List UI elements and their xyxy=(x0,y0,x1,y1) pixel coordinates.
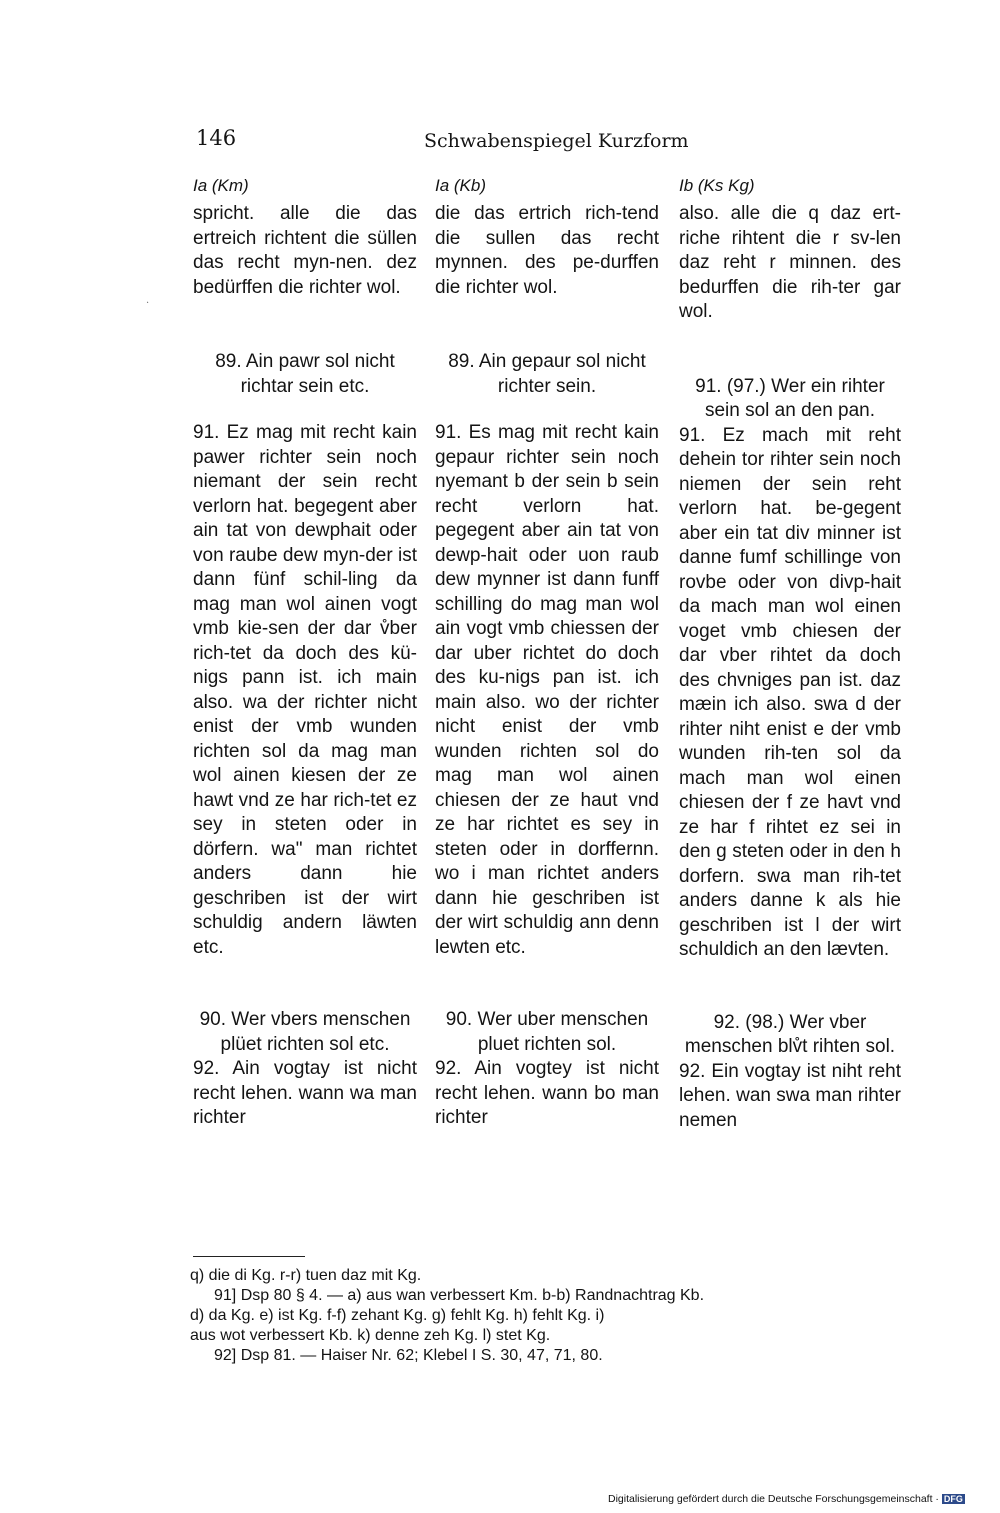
footnote-line: 92] Dsp 81. — Haiser Nr. 62; Klebel I S. 30, 47, 71, 80. xyxy=(214,1347,603,1364)
footnote-line: aus wot verbessert Kb. k) denne zeh Kg. l) stet Kg. xyxy=(190,1327,551,1344)
intro-text: spricht. alle die das ertreich richtent die süllen das recht myn-nen. dez bedürffen die richter wol. xyxy=(193,203,417,298)
paragraph-91: 91. Es mag mit recht kain gepaur richter sein noch nyemant b der sein b sein recht verlorn hat. pegegent aber ain tat von dewp-hait oder uon raub dew mynner ist dann funff schilling do mag man wol ain vogt vmb chiessen der dar uber richtet do doch des ku-nigs pan ist. ich main also. wo der richter nicht enist der vmb wunden richten sol do mag man wol ainen chiesen der ze haut vnd ze har richtet es sey in steten oder in dorffernn. wo i man richtet anders dann hie geschriben ist der wirt schuldig ann denn lewten etc. xyxy=(435,422,659,958)
column-ib-ks-kg xyxy=(679,174,901,1133)
digitization-credit xyxy=(608,1493,965,1505)
intro-text: die das ertrich rich-tend die sullen das recht mynnen. des pe-durffen die richter wol. xyxy=(435,203,659,298)
credit-text: Digitalisierung gefördert durch die Deutsche Forschungsgemeinschaft · xyxy=(608,1493,939,1505)
running-title: Schwabenspiegel Kurzform xyxy=(424,130,689,152)
section-heading-90: 90. Wer vbers menschen plüet richten sol etc. xyxy=(199,1009,411,1055)
column-siglum: Ia (Kb) xyxy=(435,176,487,195)
column-ia-kb xyxy=(435,174,659,1131)
intro-text: also. alle die q daz ert-riche rihtent die r sv-len daz reht r minnen. des bedurffen die rih-ter gar wol. xyxy=(679,203,901,322)
footnote-line: q) die di Kg. r-r) tuen daz mit Kg. xyxy=(190,1267,422,1284)
paragraph-92: 92. Ain vogtey ist nicht recht lehen. wann bo man richter xyxy=(435,1058,659,1128)
section-heading-91-97: 91. (97.) Wer ein rihter sein sol an den pan. xyxy=(695,375,885,421)
dfg-logo: DFG xyxy=(943,1494,963,1504)
paragraph-91: 91. Ez mag mit recht kain pawer richter sein noch niemant der sein recht verlorn hat. begegent aber ain tat von dewphait oder von raube dew myn-der ist dann fünf schil-ling da mag man wol ainen vogt vmb kie-sen der dar v̊ber rich-tet da doch des kü-nigs pann ist. ich main also. wa der richter nicht enist der vmb wunden richten sol da mag man wol ainen kiesen der ze hawt vnd ze har rich-tet ez sey in steten oder in dörfern. wa" man richtet anders dann hie geschriben ist der wirt schuldig andern läwten etc. xyxy=(193,422,417,958)
column-siglum: Ia (Km) xyxy=(193,176,249,195)
column-ia-km xyxy=(193,174,417,1131)
footnote-line: 91] Dsp 80 § 4. — a) aus wan verbessert Km. b-b) Randnachtrag Kb. xyxy=(214,1287,705,1304)
footnote-line: d) da Kg. e) ist Kg. f-f) zehant Kg. g) fehlt Kg. h) fehlt Kg. i) xyxy=(190,1307,605,1324)
margin-mark: · xyxy=(146,298,150,309)
page-number: 146 xyxy=(196,126,237,150)
section-heading-92-98: 92. (98.) Wer vber menschen blv̊t rihten sol. xyxy=(684,1011,896,1057)
paragraph-91: 91. Ez mach mit reht dehein tor rihter sein noch niemen der sein reht verlorn hat. be-gegent aber ein tat div minner ist danne fumf schillinge von rovbe oder von divp-hait da mach man wol einen voget vmb chiesen der dar vber rihtet da doch des chvniges pan ist. daz mæin ich also. swa d der rihter niht enist e der vmb wunden rih-ten sol da mach man wol einen chiesen der f ze havt vnd ze har f rihtet ez sei in den g steten oder in den h dorfern. swa man rih-tet anders danne k als hie geschriben ist l der wirt schuldich an den lævten. xyxy=(679,424,901,960)
footnote-rule xyxy=(193,1256,305,1257)
section-heading-89: 89. Ain pawr sol nicht richtar sein etc. xyxy=(215,351,395,397)
paragraph-92: 92. Ein vogtay ist niht reht lehen. wan swa man rihter nemen xyxy=(679,1060,901,1131)
paragraph-92: 92. Ain vogtay ist nicht recht lehen. wann wa man richter xyxy=(193,1058,417,1128)
section-heading-89: 89. Ain gepaur sol nicht richter sein. xyxy=(448,351,646,397)
column-siglum: Ib (Ks Kg) xyxy=(679,176,755,195)
section-heading-90: 90. Wer uber menschen pluet richten sol. xyxy=(445,1009,649,1055)
footnotes xyxy=(190,1266,905,1366)
